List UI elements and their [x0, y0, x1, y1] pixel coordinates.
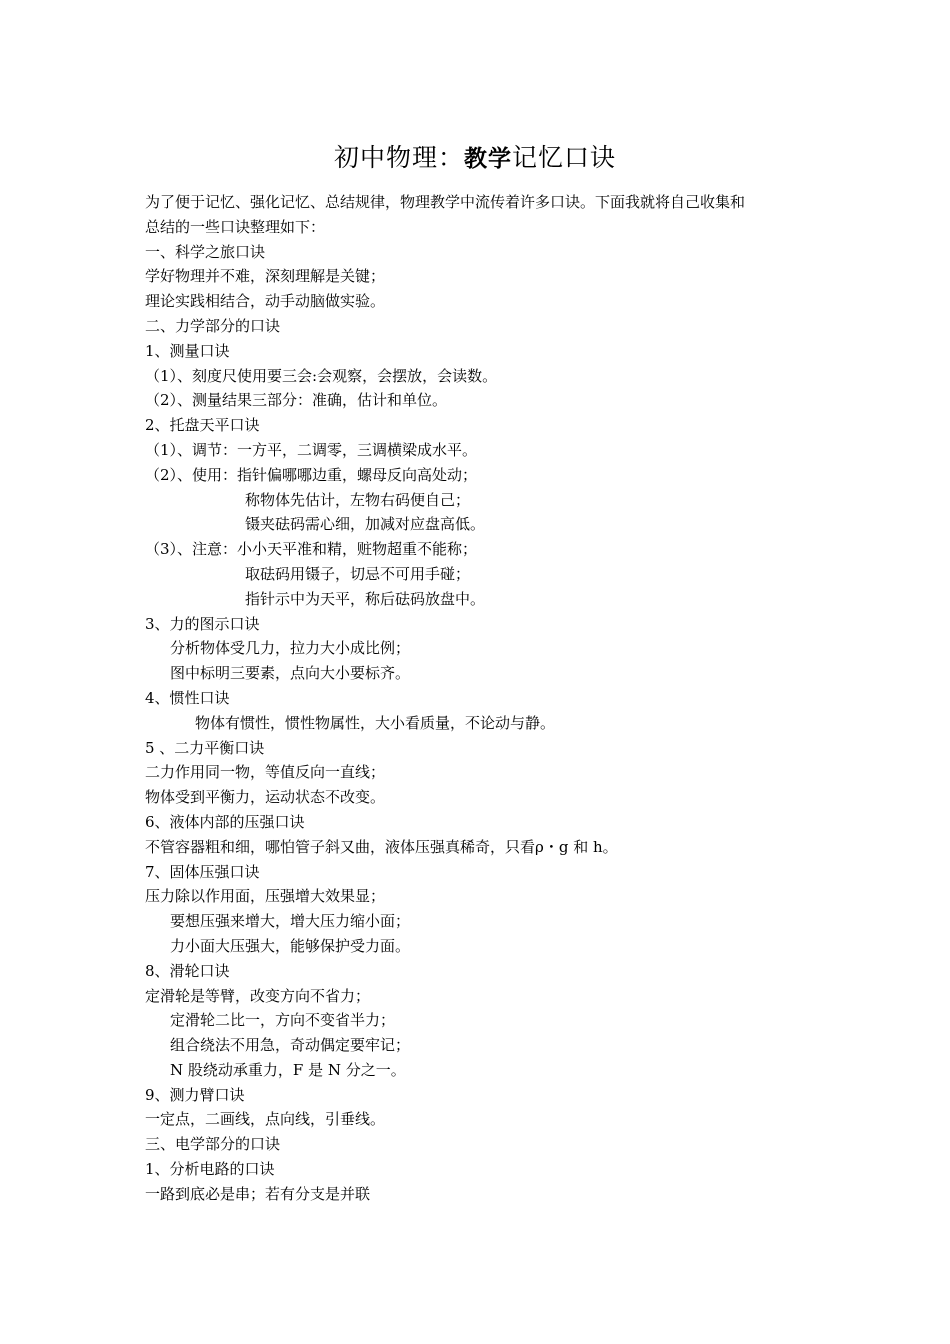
verse-line: 定滑轮二比一，方向不变省半力；	[170, 1011, 396, 1030]
intro-line: 为了便于记忆、强化记忆、总结规律，物理教学中流传着许多口诀。下面我就将自己收集和	[145, 193, 746, 211]
title-end-part: 记忆口诀	[512, 143, 617, 172]
title-bold-part: 教学	[464, 146, 512, 172]
verse-line: 力小面大压强大，能够保护受力面。	[170, 936, 411, 955]
verse-line: 要想压强来增大，增大压力缩小面；	[170, 912, 411, 931]
verse-line: 分析物体受几力，拉力大小成比例；	[170, 639, 411, 658]
verse-line: 取砝码用镊子，切忌不可用手碰；	[245, 564, 471, 583]
verse-line: 称物体先估计，左物右码便自己；	[245, 490, 471, 509]
subsection-heading: 7、固体压强口诀	[145, 862, 260, 881]
subsection-heading: 4、惯性口诀	[145, 688, 230, 707]
section-heading: 二、力学部分的口诀	[145, 316, 281, 335]
verse-line: 镊夹砝码需心细，加减对应盘高低。	[245, 515, 486, 534]
verse-line: 二力作用同一物，等值反向一直线；	[145, 763, 386, 782]
verse-line: 理论实践相结合，动手动脑做实验。	[145, 292, 386, 311]
subsection-heading: 1、测量口诀	[145, 341, 230, 360]
subsection-heading: 9、测力臂口诀	[145, 1085, 245, 1104]
title-normal-part: 初中物理：	[333, 143, 464, 172]
verse-line: （1）、刻度尺使用要三会:会观察，会摆放，会读数。	[145, 366, 498, 385]
verse-line: （2）、使用：指针偏哪哪边重，螺母反向高处动；	[145, 465, 478, 484]
verse-line: 指针示中为天平，称后砝码放盘中。	[245, 589, 486, 608]
verse-line: （3）、注意：小小天平准和精，赃物超重不能称；	[145, 540, 478, 559]
verse-line: 一路到底必是串；若有分支是并联	[145, 1184, 371, 1203]
page-title	[0, 140, 950, 177]
verse-line: 学好物理并不难，深刻理解是关键；	[145, 267, 386, 286]
intro-line: 总结的一些口诀整理如下：	[145, 217, 326, 236]
document-body	[145, 190, 815, 1207]
verse-line: N 股绕动承重力，F 是 N 分之一。	[170, 1060, 406, 1079]
verse-line: 不管容器粗和细，哪怕管子斜又曲，液体压强真稀奇，只看ρ・g 和 h。	[145, 837, 618, 856]
subsection-heading: 5 、二力平衡口诀	[145, 738, 265, 757]
subsection-heading: 1、分析电路的口诀	[145, 1160, 275, 1179]
verse-line: 定滑轮是等臂，改变方向不省力；	[145, 986, 371, 1005]
subsection-heading: 6、液体内部的压强口诀	[145, 812, 305, 831]
subsection-heading: 3、力的图示口诀	[145, 614, 260, 633]
verse-line: 压力除以作用面，压强增大效果显；	[145, 887, 386, 906]
verse-line: （2）、测量结果三部分：准确，估计和单位。	[145, 391, 448, 410]
subsection-heading: 2、托盘天平口诀	[145, 416, 260, 435]
verse-line: 物体有惯性，惯性物属性，大小看质量，不论动与静。	[195, 713, 556, 732]
verse-line: 组合绕法不用急，奇动偶定要牢记；	[170, 1036, 411, 1055]
verse-line: 一定点，二画线，点向线，引垂线。	[145, 1110, 386, 1129]
subsection-heading: 8、滑轮口诀	[145, 961, 230, 980]
section-heading: 一、科学之旅口诀	[145, 242, 266, 261]
verse-line: 物体受到平衡力，运动状态不改变。	[145, 788, 386, 807]
verse-line: （1）、调节：一方平，二调零，三调横梁成水平。	[145, 440, 478, 459]
verse-line: 图中标明三要素，点向大小要标齐。	[170, 664, 411, 683]
section-heading: 三、电学部分的口诀	[145, 1135, 281, 1154]
